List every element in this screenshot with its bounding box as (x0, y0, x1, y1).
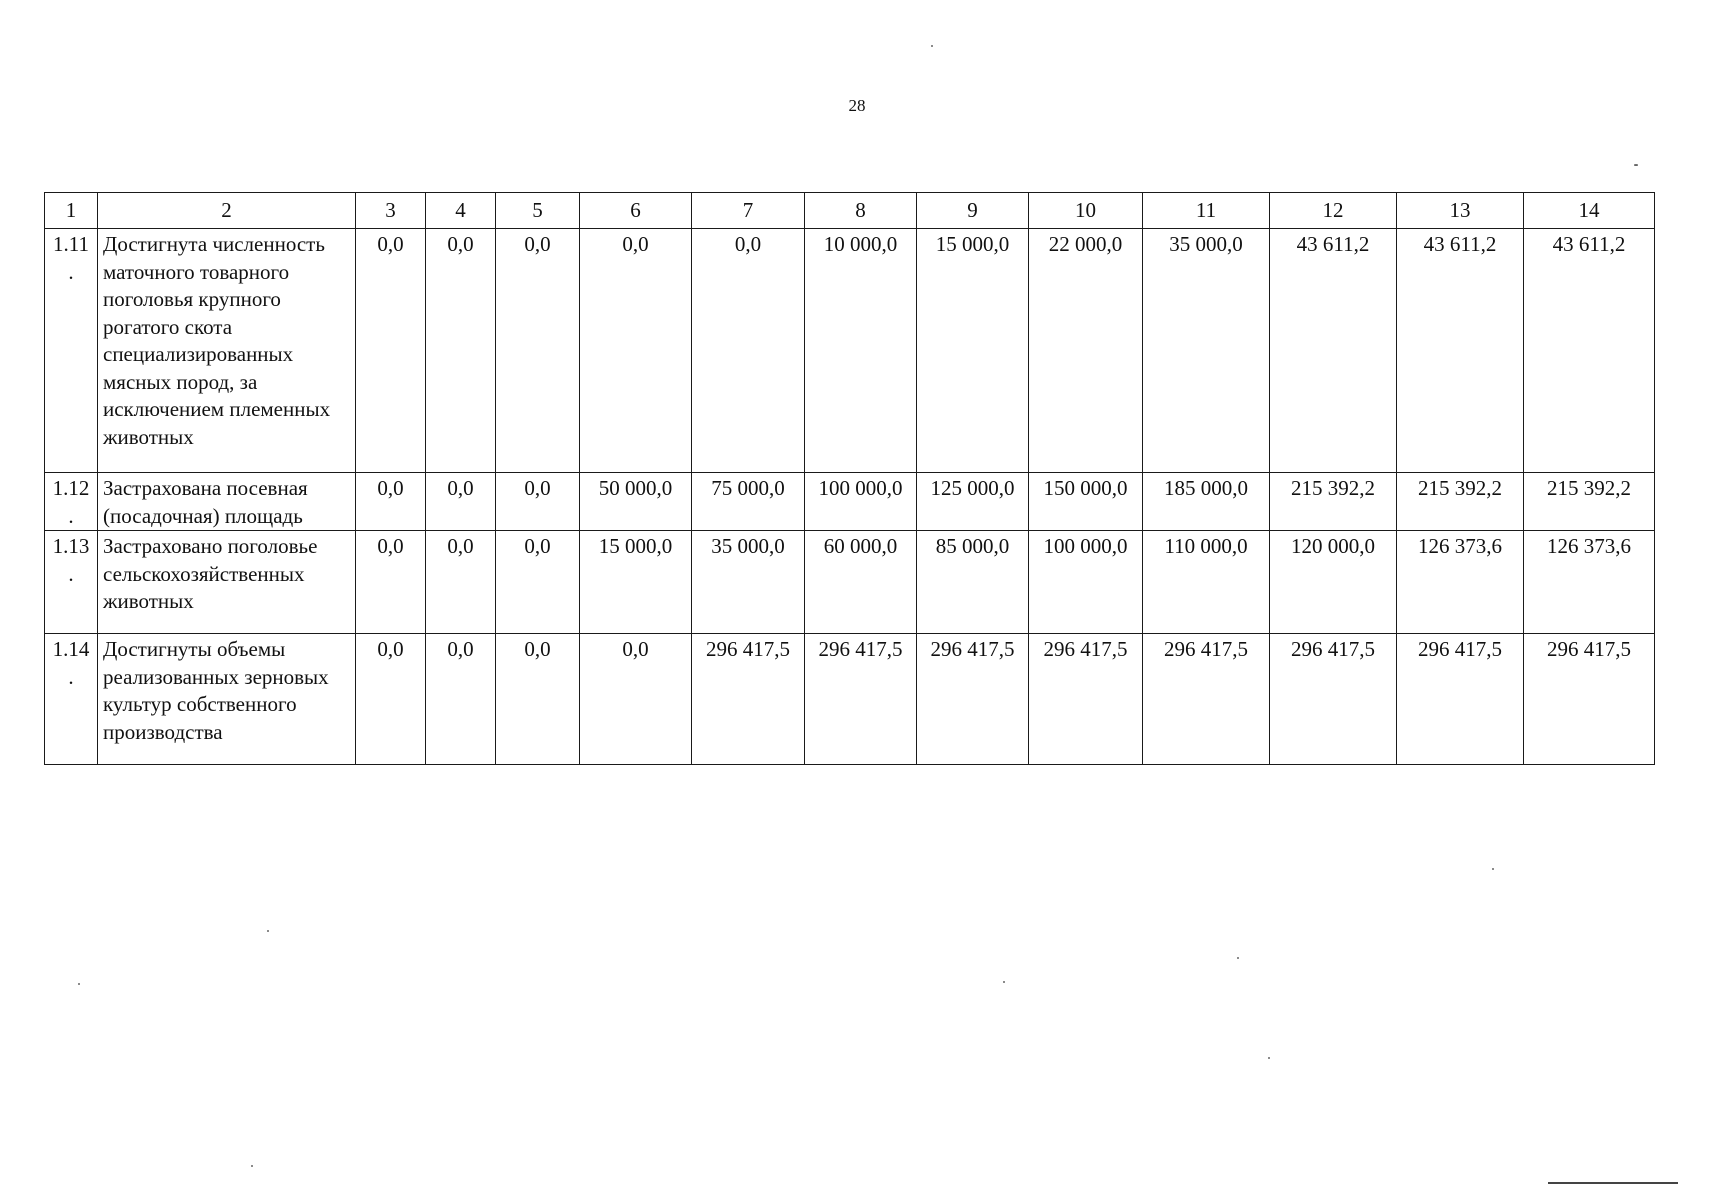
value-cell: 120 000,0 (1270, 531, 1397, 634)
value-cell: 296 417,5 (1524, 634, 1655, 765)
value-cell: 0,0 (496, 229, 580, 473)
column-header: 10 (1029, 193, 1143, 229)
scan-speck (251, 1165, 253, 1167)
value-cell: 126 373,6 (1397, 531, 1524, 634)
value-cell: 35 000,0 (692, 531, 805, 634)
scan-speck (1492, 868, 1494, 870)
value-cell: 43 611,2 (1524, 229, 1655, 473)
column-header: 3 (356, 193, 426, 229)
row-number: 1.11 . (45, 229, 98, 473)
value-cell: 0,0 (426, 634, 496, 765)
row-description: Достигнуты объемы реализованных зерновых культур собственного производства (98, 634, 356, 765)
scan-speck (1634, 164, 1638, 166)
column-header: 8 (805, 193, 917, 229)
row-description: Застраховано поголовье сельскохозяйственных животных (98, 531, 356, 634)
column-header: 5 (496, 193, 580, 229)
value-cell: 0,0 (356, 473, 426, 531)
value-cell: 150 000,0 (1029, 473, 1143, 531)
column-header: 4 (426, 193, 496, 229)
scan-speck (1268, 1057, 1270, 1059)
value-cell: 0,0 (580, 634, 692, 765)
value-cell: 296 417,5 (917, 634, 1029, 765)
value-cell: 296 417,5 (1029, 634, 1143, 765)
value-cell: 0,0 (692, 229, 805, 473)
value-cell: 15 000,0 (580, 531, 692, 634)
value-cell: 60 000,0 (805, 531, 917, 634)
row-number: 1.14 . (45, 634, 98, 765)
table-row (45, 634, 1655, 765)
data-table (44, 192, 1655, 765)
value-cell: 296 417,5 (1270, 634, 1397, 765)
header-row (45, 193, 1655, 229)
value-cell: 110 000,0 (1143, 531, 1270, 634)
value-cell: 296 417,5 (805, 634, 917, 765)
table-row (45, 531, 1655, 634)
value-cell: 296 417,5 (1397, 634, 1524, 765)
value-cell: 125 000,0 (917, 473, 1029, 531)
value-cell: 0,0 (496, 473, 580, 531)
value-cell: 100 000,0 (1029, 531, 1143, 634)
table-row (45, 473, 1655, 531)
value-cell: 0,0 (426, 229, 496, 473)
scan-speck (1237, 957, 1239, 959)
value-cell: 50 000,0 (580, 473, 692, 531)
value-cell: 0,0 (496, 531, 580, 634)
column-header: 1 (45, 193, 98, 229)
value-cell: 15 000,0 (917, 229, 1029, 473)
value-cell: 296 417,5 (692, 634, 805, 765)
row-number: 1.13 . (45, 531, 98, 634)
table-row (45, 229, 1655, 473)
column-header: 7 (692, 193, 805, 229)
value-cell: 185 000,0 (1143, 473, 1270, 531)
value-cell: 35 000,0 (1143, 229, 1270, 473)
value-cell: 22 000,0 (1029, 229, 1143, 473)
column-header: 2 (98, 193, 356, 229)
column-header: 9 (917, 193, 1029, 229)
value-cell: 0,0 (356, 229, 426, 473)
scan-speck (78, 983, 80, 985)
row-number: 1.12 . (45, 473, 98, 531)
value-cell: 215 392,2 (1270, 473, 1397, 531)
value-cell: 215 392,2 (1397, 473, 1524, 531)
value-cell: 10 000,0 (805, 229, 917, 473)
column-header: 6 (580, 193, 692, 229)
footer-rule (1548, 1182, 1678, 1184)
column-header: 12 (1270, 193, 1397, 229)
value-cell: 100 000,0 (805, 473, 917, 531)
value-cell: 0,0 (426, 531, 496, 634)
column-header: 14 (1524, 193, 1655, 229)
value-cell: 85 000,0 (917, 531, 1029, 634)
column-header: 11 (1143, 193, 1270, 229)
scan-speck (931, 45, 933, 47)
value-cell: 0,0 (356, 634, 426, 765)
value-cell: 43 611,2 (1397, 229, 1524, 473)
value-cell: 0,0 (580, 229, 692, 473)
column-header: 13 (1397, 193, 1524, 229)
row-description: Достигнута численность маточного товарного поголовья крупного рогатого скота специализированных мясных пород, за исключением племенных животных (98, 229, 356, 473)
scan-speck (1003, 981, 1005, 983)
value-cell: 43 611,2 (1270, 229, 1397, 473)
value-cell: 215 392,2 (1524, 473, 1655, 531)
value-cell: 0,0 (426, 473, 496, 531)
value-cell: 126 373,6 (1524, 531, 1655, 634)
row-description: Застрахована посевная (посадочная) площадь (98, 473, 356, 531)
value-cell: 0,0 (356, 531, 426, 634)
value-cell: 296 417,5 (1143, 634, 1270, 765)
value-cell: 0,0 (496, 634, 580, 765)
page-number: 28 (848, 96, 866, 115)
value-cell: 75 000,0 (692, 473, 805, 531)
scan-speck (267, 930, 269, 932)
